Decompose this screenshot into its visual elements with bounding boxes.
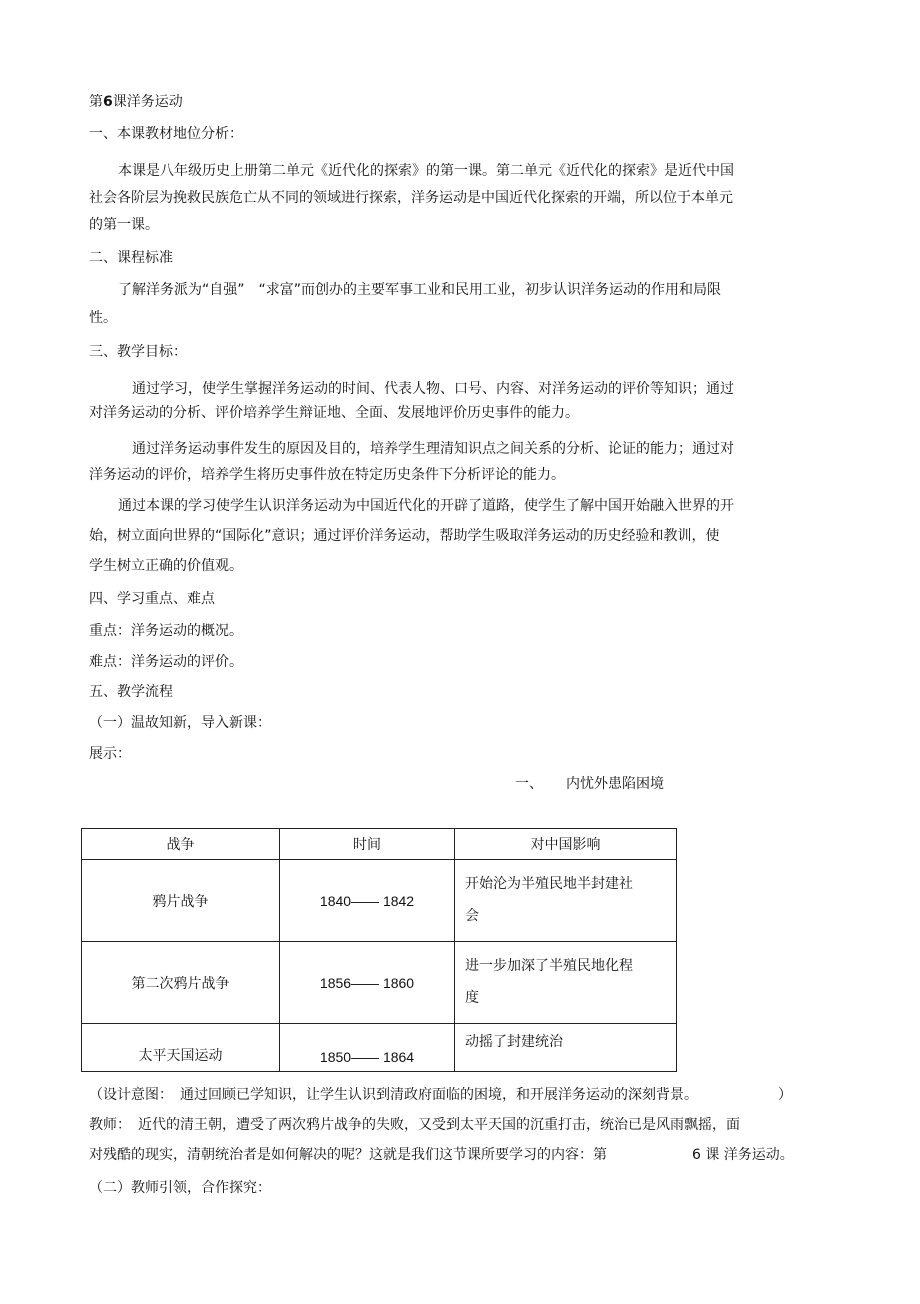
table-caption: 内忧外患陷困境 <box>566 776 664 792</box>
s3-p3-line-3: 学生树立正确的价值观。 <box>89 558 243 574</box>
title-prefix: 第 <box>89 94 103 110</box>
cell-effect <box>455 860 677 942</box>
teacher-line-2: 对残酷的现实，清朝统治者是如何解决的呢？这就是我们这节课所要学习的内容：第 <box>89 1147 607 1163</box>
wars-table <box>81 828 677 1072</box>
s3-p1-line-2: 对洋务运动的分析、评价培养学生辩证地、全面、发展地评价历史事件的能力。 <box>89 405 579 421</box>
table-row <box>82 1024 677 1072</box>
section-heading-3: 三、教学目标： <box>89 344 187 360</box>
cell-war: 鸦片战争 <box>82 860 280 942</box>
teacher-line-1: 教师： 近代的清王朝，遭受了两次鸦片战争的失败，又受到太平天国的沉重打击，统治已是风雨飘摇，面 <box>89 1117 740 1133</box>
key-point: 重点：洋务运动的概况。 <box>89 623 243 639</box>
section-heading-4: 四、学习重点、难点 <box>89 591 215 607</box>
subsection-1: （一）温故知新，导入新课： <box>89 715 271 731</box>
header-time: 时间 <box>280 829 455 860</box>
cell-effect <box>455 942 677 1024</box>
title-suffix: 课洋务运动 <box>112 94 183 110</box>
effect-line: 进一步加深了半殖民地化程 <box>465 958 633 974</box>
cell-war: 太平天国运动 <box>82 1024 280 1072</box>
teacher-line-2-end: 6 课 洋务运动。 <box>692 1147 794 1163</box>
lesson-title <box>89 92 183 112</box>
s1-line-3: 的第一课。 <box>89 217 159 233</box>
show-label: 展示： <box>89 746 131 762</box>
effect-line: 会 <box>465 908 479 924</box>
header-war: 战争 <box>82 829 280 860</box>
s1-line-2: 社会各阶层为挽救民族危亡从不同的领域进行探索，洋务运动是中国近代化探索的开端，所以位于本单元 <box>89 190 733 206</box>
table-header-row <box>82 829 677 860</box>
s3-p2-line-2: 洋务运动的评价，培养学生将历史事件放在特定历史条件下分析评论的能力。 <box>89 467 565 483</box>
cell-time: 1840—— 1842 <box>280 860 455 942</box>
cell-time: 1856—— 1860 <box>280 942 455 1024</box>
cell-war: 第二次鸦片战争 <box>82 942 280 1024</box>
section-heading-5: 五、教学流程 <box>89 684 173 700</box>
s3-p3-line-1: 通过本课的学习使学生认识洋务运动为中国近代化的开辟了道路，使学生了解中国开始融入世界的开 <box>118 498 734 514</box>
section-heading-1: 一、本课教材地位分析： <box>89 126 243 142</box>
table-row <box>82 860 677 942</box>
title-num: 6 <box>103 94 113 110</box>
cell-time: 1850—— 1864 <box>280 1024 455 1072</box>
s3-p2-line-1: 通过洋务运动事件发生的原因及目的，培养学生理清知识点之间关系的分析、论证的能力；通过对 <box>132 441 734 457</box>
s1-line-1: 本课是八年级历史上册第二单元《近代化的探索》的第一课。第二单元《近代化的探索》是近代中国 <box>118 163 734 179</box>
design-intent: （设计意图： 通过回顾已学知识，让学生认识到清政府面临的困境，和开展洋务运动的深刻背景。 <box>89 1087 698 1103</box>
design-intent-close: ） <box>778 1087 792 1103</box>
s2-line-1: 了解洋务派为“自强” “求富”而创办的主要军事工业和民用工业，初步认识洋务运动的作用和局限 <box>118 282 722 298</box>
subsection-2: （二）教师引领，合作探究： <box>89 1180 271 1196</box>
table-caption-number: 一、 <box>515 776 543 792</box>
header-effect: 对中国影响 <box>455 829 677 860</box>
section-heading-2: 二、课程标准 <box>89 250 173 266</box>
effect-line: 开始沦为半殖民地半封建社 <box>465 876 633 892</box>
effect-line: 度 <box>465 990 479 1006</box>
s3-p3-line-2: 始，树立面向世界的“国际化”意识；通过评价洋务运动，帮助学生吸取洋务运动的历史经验和教训，使 <box>89 528 720 544</box>
s3-p1-line-1: 通过学习，使学生掌握洋务运动的时间、代表人物、口号、内容、对洋务运动的评价等知识；通过 <box>132 381 734 397</box>
table-row <box>82 942 677 1024</box>
s2-line-2: 性。 <box>89 310 117 326</box>
difficult-point: 难点：洋务运动的评价。 <box>89 654 243 670</box>
cell-effect <box>455 1024 677 1072</box>
effect-line: 动摇了封建统治 <box>465 1034 563 1050</box>
